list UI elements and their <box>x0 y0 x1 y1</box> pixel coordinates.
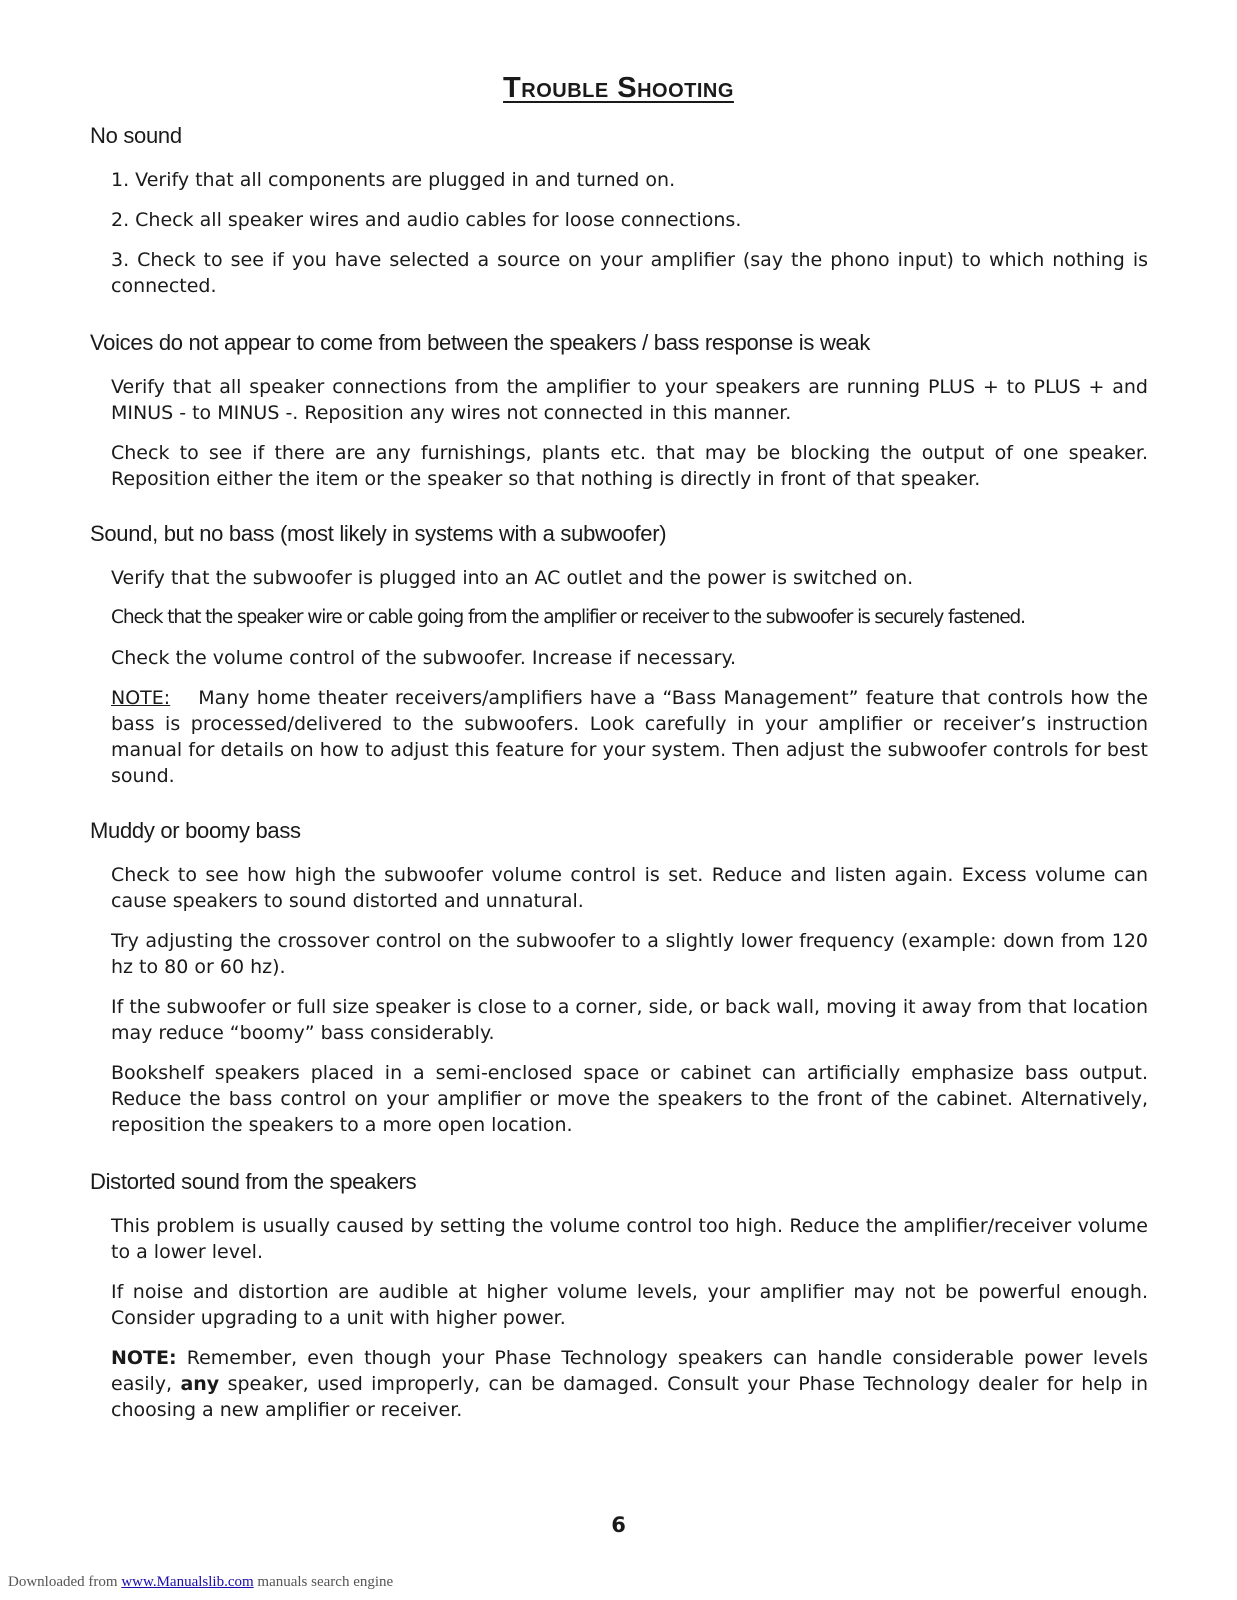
manualslib-link[interactable]: www.Manualslib.com <box>121 1574 254 1590</box>
note-emphasis: any <box>180 1373 220 1395</box>
page-number: 6 <box>611 1513 626 1537</box>
note-text: speaker, used improperly, can be damaged. Consult your Phase Technology dealer for help in choosing a new amplifier or receiver. <box>111 1373 1148 1421</box>
paragraph: Verify that all speaker connections from the amplifier to your speakers are running PLUS + to PLUS + and MINUS - to MINUS -. Reposition any wires not connected in this manner. <box>111 376 1148 424</box>
paragraph: 1. Verify that all components are plugged in and turned on. <box>111 169 676 191</box>
note-label: NOTE: <box>111 1347 177 1369</box>
paragraph: Check to see how high the subwoofer volume control is set. Reduce and listen again. Excess volume can cause speakers to sound distorted and unnatural. <box>111 864 1148 912</box>
footer-prefix: Downloaded from <box>8 1574 118 1590</box>
paragraph: Bookshelf speakers placed in a semi-enclosed space or cabinet can artificially emphasize bass output. Reduce the bass control on your amplifier or move the speakers to the front of the cabinet. Alternatively, reposition the speakers to a more open location. <box>111 1062 1148 1136</box>
page-title: Trouble Shooting <box>503 72 734 104</box>
paragraph: Check the volume control of the subwoofer. Increase if necessary. <box>111 647 737 669</box>
section-muddy-bass <box>90 818 1150 1152</box>
paragraph: If noise and distortion are audible at higher volume levels, your amplifier may not be powerful enough. Consider upgrading to a unit with higher power. <box>111 1281 1148 1329</box>
note-text: Remember, even though your Phase Technology speakers can handle considerable power levels easily, <box>111 1347 1148 1395</box>
paragraph: Check to see if there are any furnishings, plants etc. that may be blocking the output of one speaker. Reposition either the item or the speaker so that nothing is directly in front of that speaker. <box>111 442 1148 490</box>
section-distorted-sound <box>90 1169 1150 1437</box>
paragraph: This problem is usually caused by setting the volume control too high. Reduce the amplifier/receiver volume to a lower level. <box>111 1215 1148 1263</box>
paragraph: Try adjusting the crossover control on the subwoofer to a slightly lower frequency (example: down from 120 hz to 80 or 60 hz). <box>111 930 1148 978</box>
section-voices <box>90 330 1150 506</box>
section-no-bass <box>90 521 1150 803</box>
note-paragraph <box>111 685 1148 789</box>
footer-suffix: manuals search engine <box>253 1574 394 1590</box>
section-heading: Distorted sound from the speakers <box>90 1169 417 1194</box>
note-paragraph <box>111 1345 1148 1423</box>
section-heading: Muddy or boomy bass <box>90 818 301 843</box>
paragraph: Verify that the subwoofer is plugged into an AC outlet and the power is switched on. <box>111 567 914 589</box>
section-heading: Voices do not appear to come from between the speakers / bass response is weak <box>90 330 871 355</box>
note-text: Many home theater receivers/amplifiers have a “Bass Management” feature that controls how the bass is processed/delivered to the subwoofers. Look carefully in your amplifier or receiver’s instruction manual for details on how to adjust this feature for your system. Then adjust the subwoofer controls for best sound. <box>111 687 1148 787</box>
note-label: NOTE: <box>111 687 171 709</box>
paragraph: 3. Check to see if you have selected a source on your amplifier (say the phono input) to which nothing is connected. <box>111 249 1148 297</box>
download-footer <box>8 1574 393 1591</box>
section-heading: Sound, but no bass (most likely in systems with a subwoofer) <box>90 521 667 546</box>
paragraph: 2. Check all speaker wires and audio cables for loose connections. <box>111 209 742 231</box>
paragraph: If the subwoofer or full size speaker is close to a corner, side, or back wall, moving it away from that location may reduce “boomy” bass considerably. <box>111 996 1149 1044</box>
section-no-sound <box>90 123 1150 313</box>
section-heading: No sound <box>90 123 182 148</box>
paragraph: Check that the speaker wire or cable going from the amplifier or receiver to the subwoofer is securely fastened. <box>111 607 1025 628</box>
